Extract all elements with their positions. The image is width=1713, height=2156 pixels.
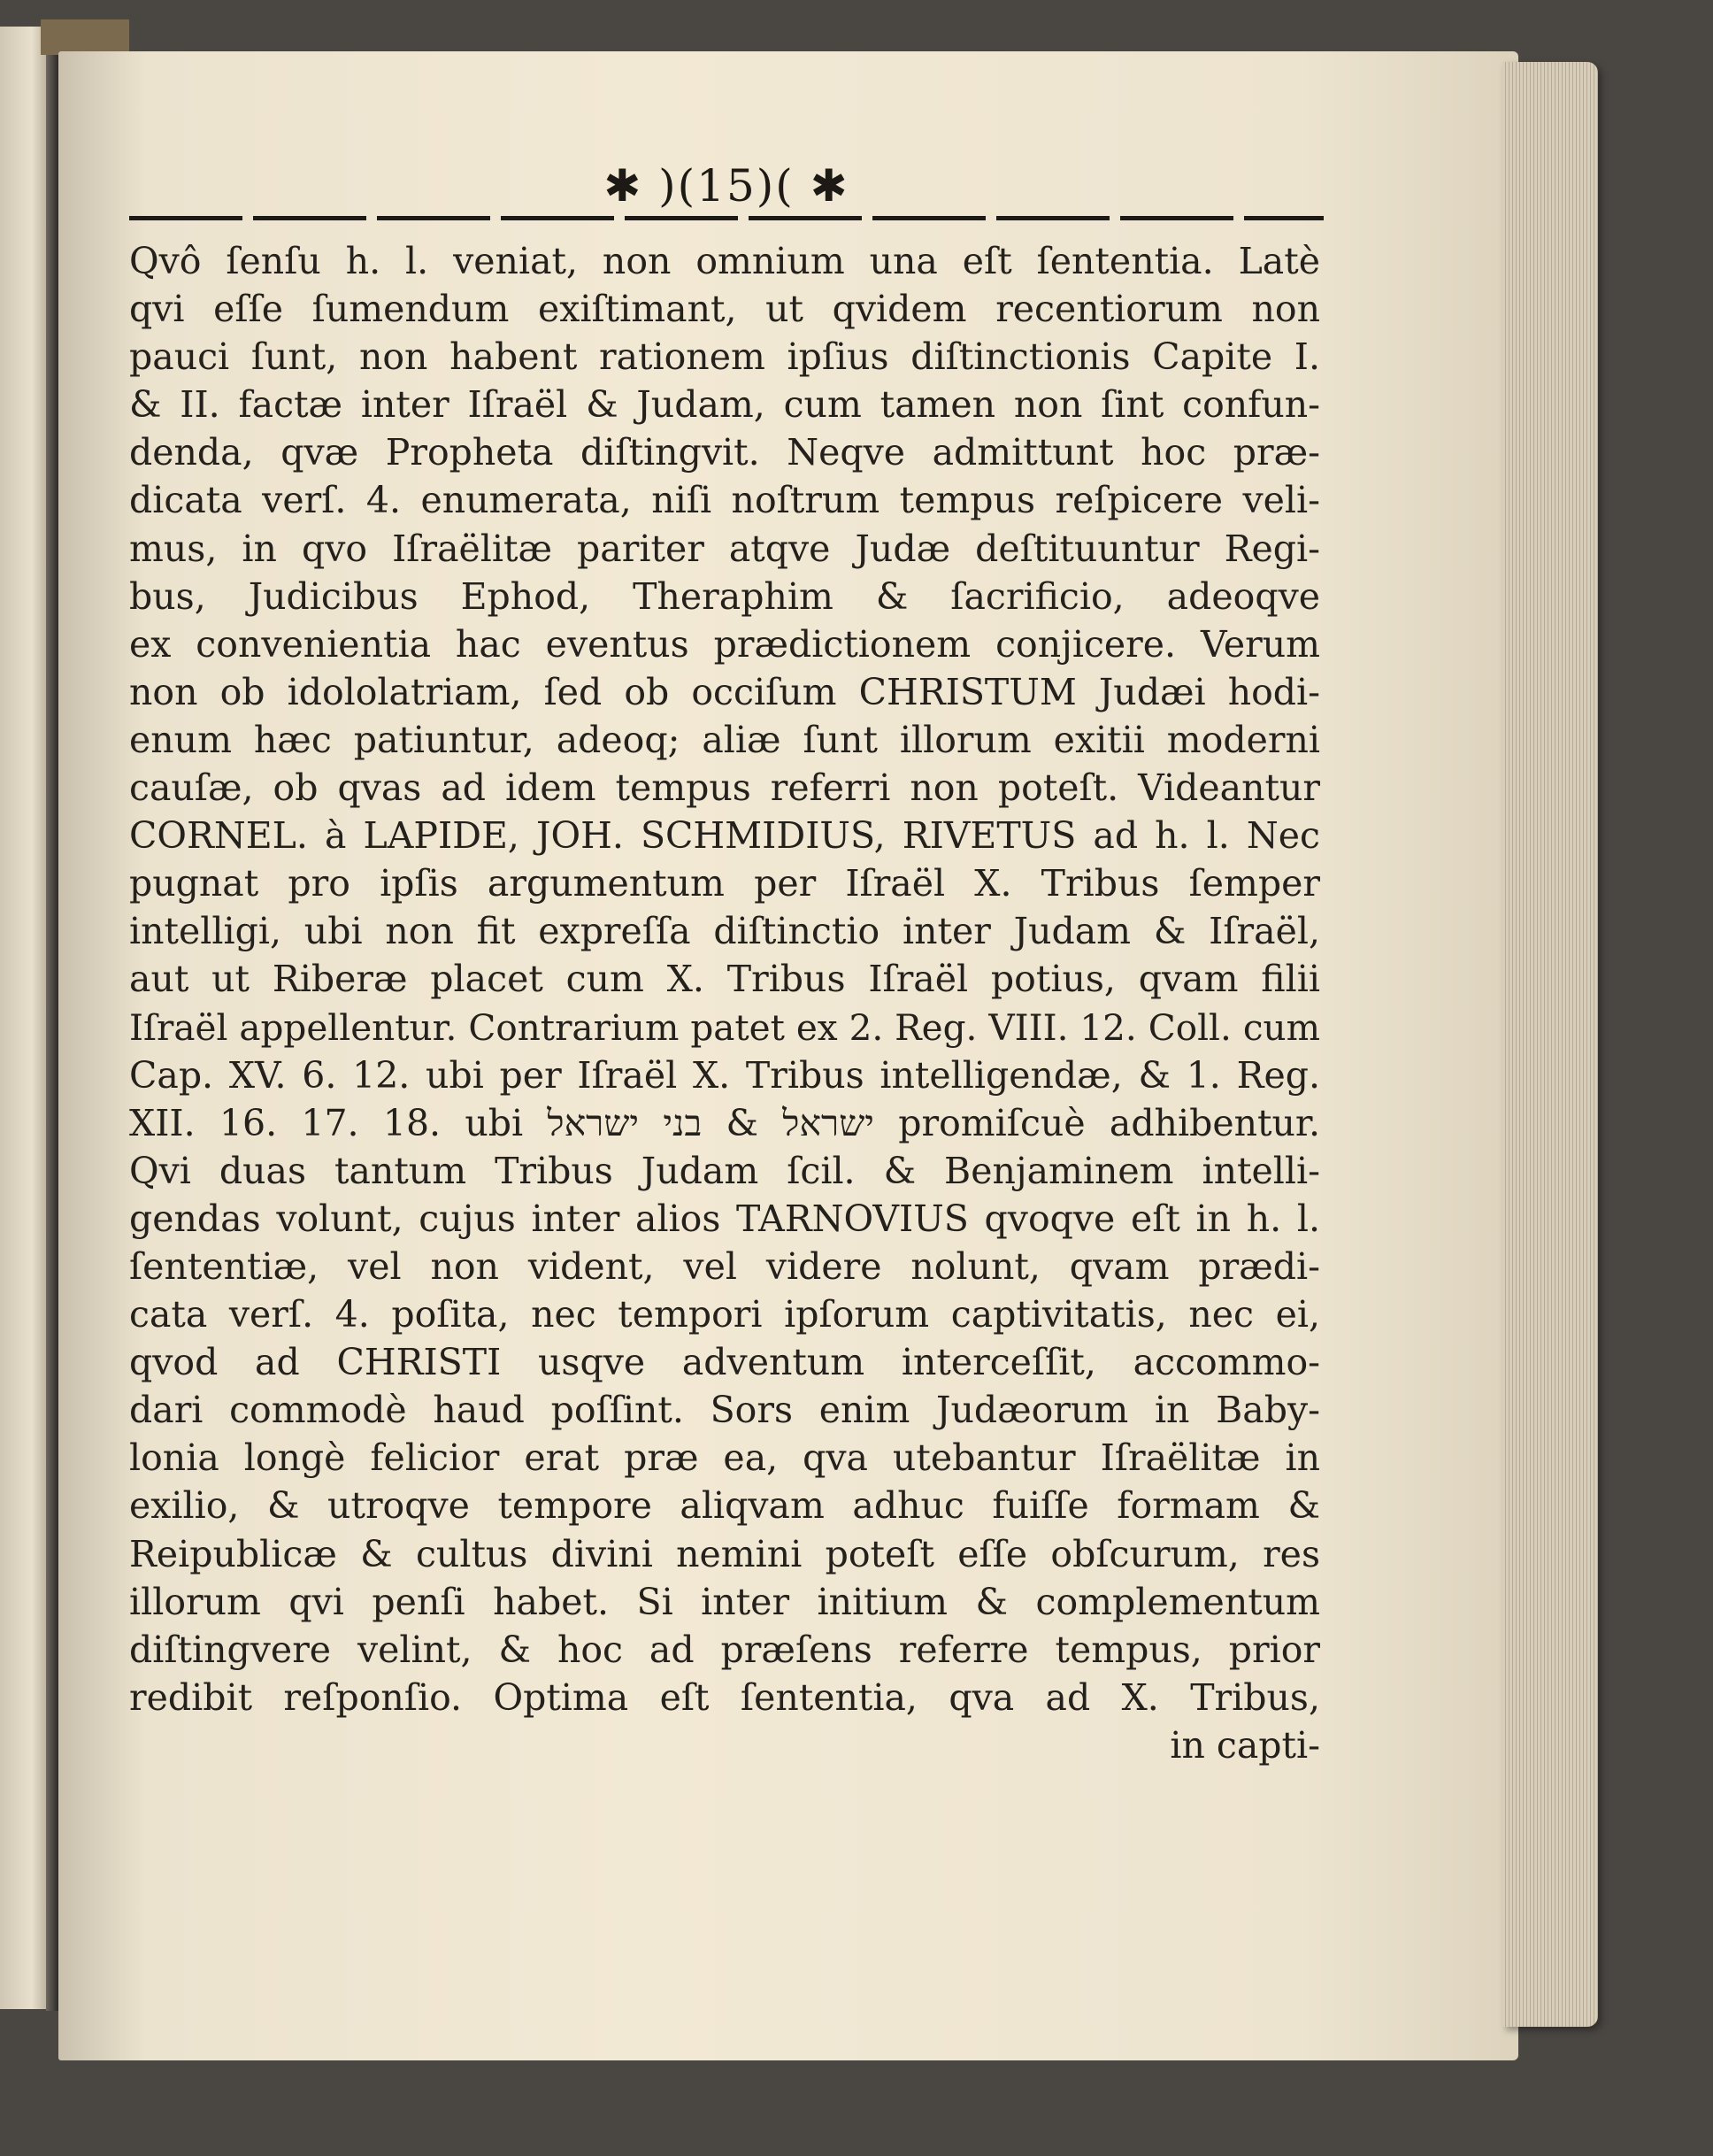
text-line: dari commodè haud poſſint. Sors enim Judæorum in Baby-: [129, 1389, 1320, 1432]
text-line: ex convenientia hac eventus prædictionem conjicere. Verum: [129, 622, 1320, 666]
text-line: enum hæc patiuntur, adeoq; aliæ ſunt illorum exitii moderni: [129, 718, 1320, 761]
page-block-edge: [1502, 62, 1598, 2027]
text-line: redibit reſponſio. Optima eſt ſententia, qva ad X. Tribus,: [129, 1675, 1320, 1719]
text-line: qvi eſſe ſumendum exiſtimant, ut qvidem recentiorum non: [129, 288, 1320, 331]
text-line: pauci ſunt, non habent rationem ipſius diſtinctionis Capite I.: [129, 335, 1320, 379]
text-line: XII. 16. 17. 18. ubi ישראל & בני ישראל promiſcuè adhibentur.: [129, 1101, 1321, 1144]
text-line: cauſæ, ob qvas ad idem tempus referri non poteſt. Videantur: [129, 766, 1320, 810]
text-line: illorum qvi penſi habet. Si inter initium & complementum: [129, 1580, 1320, 1623]
text-line: ſententiæ, vel non vident, vel videre nolunt, qvam prædi-: [129, 1244, 1320, 1288]
text-line: Cap. XV. 6. 12. ubi per Iſraël X. Tribus intelligendæ, & 1. Reg.: [129, 1053, 1320, 1097]
text-line: gendas volunt, cujus inter alios TARNOVIUS qvoqve eſt in h. l.: [129, 1197, 1320, 1240]
text-line: Qvô ſenſu h. l. veniat, non omnium una eſt ſententia. Latè: [129, 240, 1320, 282]
page-header: [129, 159, 1324, 230]
header-rule: [129, 216, 1324, 220]
text-line: exilio, & utroqve tempore aliqvam adhuc fuiſſe formam &: [129, 1484, 1320, 1528]
text-line: denda, qvæ Propheta diſtingvit. Neqve admittunt hoc præ-: [129, 431, 1320, 474]
text-line: cata verſ. 4. poſita, nec tempori ipſorum captivitatis, nec ei,: [129, 1293, 1320, 1336]
text-line: CORNEL. à LAPIDE, JOH. SCHMIDIUS, RIVETUS ad h. l. Nec: [129, 814, 1320, 858]
text-line: non ob idololatriam, ſed ob occiſum CHRISTUM Judæi hodi-: [129, 670, 1320, 713]
text-line: Reipublicæ & cultus divini nemini poteſt eſſe obſcurum, res: [129, 1532, 1320, 1575]
text-line: Iſraël appellentur. Contrarium patet ex 2. Reg. VIII. 12. Coll. cum: [129, 1005, 1320, 1049]
left-page-edge: [0, 27, 53, 2009]
catchword: in capti-: [1170, 1723, 1320, 1767]
text-line: intelligi, ubi non fit expreſſa diſtinctio inter Judam & Iſraël,: [129, 910, 1320, 953]
text-line: Qvi duas tantum Tribus Judam ſcil. & Benjaminem intelli-: [129, 1149, 1320, 1192]
binding-tab: [41, 19, 129, 55]
text-line: qvod ad CHRISTI usqve adventum interceſſit, accommo-: [129, 1341, 1320, 1384]
body-text: [129, 237, 1320, 1769]
text-line: & II. factæ inter Iſraël & Judam, cum tamen non ſint confun-: [129, 383, 1320, 427]
text-line: pugnat pro ipſis argumentum per Iſraël X. Tribus ſemper: [129, 862, 1320, 905]
text-line: mus, in qvo Iſraëlitæ pariter atqve Judæ deſtituuntur Regi-: [129, 527, 1320, 570]
text-line: bus, Judicibus Ephod, Theraphim & ſacrificio, adeoqve: [129, 574, 1320, 618]
text-line: dicata verſ. 4. enumerata, niſi noſtrum tempus reſpicere veli-: [129, 479, 1320, 522]
text-line: aut ut Riberæ placet cum X. Tribus Iſraël potius, qvam filii: [129, 958, 1320, 1001]
text-line: diſtingvere velint, & hoc ad præſens referre tempus, prior: [129, 1628, 1320, 1671]
page-number: ✱ )(15)( ✱: [603, 160, 849, 212]
text-line: lonia longè felicior erat præ ea, qva utebantur Iſraëlitæ in: [129, 1436, 1320, 1480]
